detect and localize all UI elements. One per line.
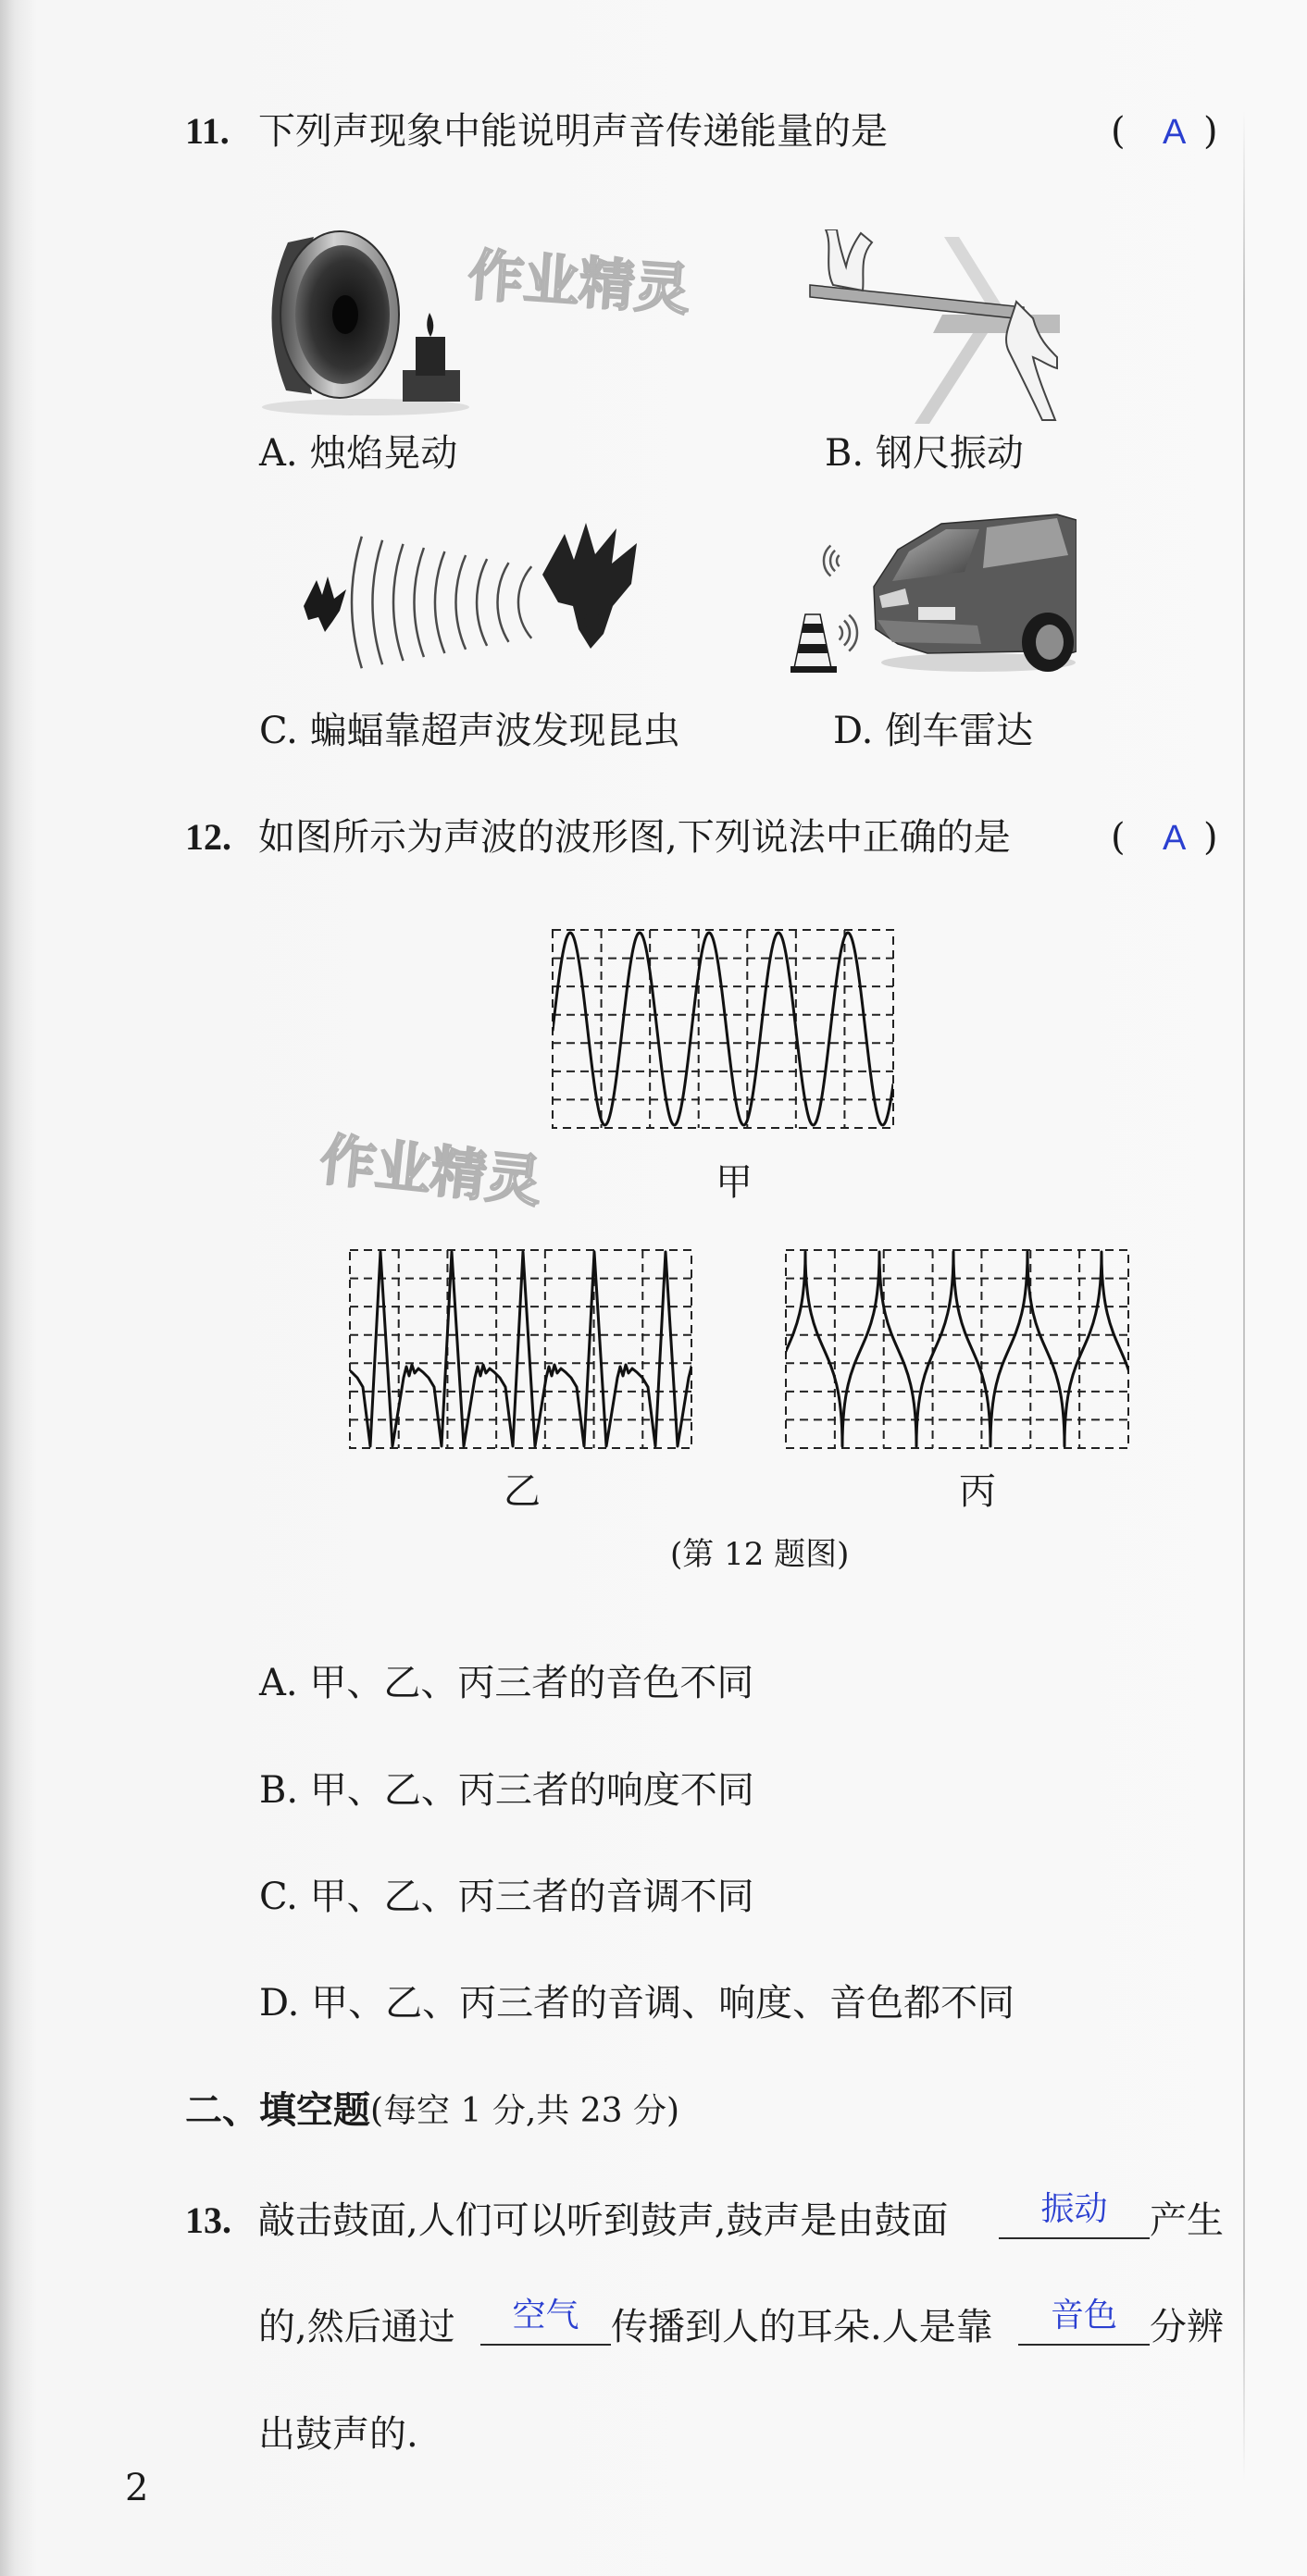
q13-number: 13. (185, 2199, 231, 2241)
ultrasound-wave-arc (497, 563, 508, 642)
q11-answer: A (1163, 113, 1187, 152)
traffic-cone-icon (794, 614, 831, 668)
bat-icon (542, 523, 637, 649)
ultrasound-wave-arc (477, 559, 487, 646)
waveform-yi (348, 1248, 693, 1450)
q11-stem: 下列声现象中能说明声音传递能量的是 (258, 110, 888, 153)
q13-text: 分辨 (1150, 2306, 1224, 2348)
oscilloscope-grid (786, 1250, 1128, 1448)
radar-wave-arc (830, 551, 835, 572)
q11-number: 11. (185, 110, 230, 152)
traffic-cone-stripe (798, 644, 828, 653)
radar-wave-group (824, 546, 857, 651)
car-wheel-rim (1036, 625, 1064, 660)
ultrasound-wave-arc (455, 555, 466, 650)
speaker-candle-image (255, 222, 486, 418)
q12-answer: A (1163, 819, 1187, 858)
car-license-plate (918, 607, 955, 620)
left-hand-pressing (826, 229, 872, 291)
q12-option-b: B. 甲、乙、丙三者的响度不同 (259, 1769, 754, 1812)
candle (416, 337, 445, 376)
q12-bracket-close: ) (1203, 816, 1218, 859)
fill-blank[interactable] (480, 2297, 611, 2346)
candle-flame-icon (427, 313, 433, 337)
ultrasound-wave-arc (518, 566, 531, 638)
table-leg (915, 320, 996, 424)
waveform-label-yi: 乙 (504, 1470, 541, 1513)
ultrasound-wave-arc (435, 551, 444, 653)
q13-text: 传播到人的耳朵.人是靠 (611, 2306, 993, 2348)
handwritten-answer: 空气 (512, 2297, 579, 2334)
section-title: 二、填空题 (185, 2088, 370, 2132)
insect-bat-small-icon (304, 576, 346, 632)
handwritten-answer: 音色 (1050, 2297, 1117, 2334)
speaker-dust-cap (332, 295, 358, 334)
waveform-line-jia (553, 933, 893, 1125)
q12-option-a: A. 甲、乙、丙三者的音色不同 (259, 1662, 754, 1704)
waveform-jia (551, 928, 895, 1130)
bat-ultrasound-image (296, 517, 641, 689)
waveform-line-yi (348, 1252, 693, 1446)
q12-option-c: C. 甲、乙、丙三者的音调不同 (259, 1876, 754, 1918)
q13-text: 出鼓声的. (258, 2413, 418, 2456)
section-note: (每空 1 分,共 23 分) (370, 2092, 680, 2130)
table-top (933, 315, 1060, 333)
q11-bracket-close: ) (1203, 110, 1218, 153)
radar-wave-arc (840, 626, 842, 640)
bat-head (584, 613, 601, 629)
q11-option-b: B. 钢尺振动 (825, 432, 1024, 475)
traffic-cone-base (790, 666, 837, 673)
waveform-label-jia: 甲 (716, 1161, 753, 1204)
q11-bracket-open: ( (1111, 110, 1126, 153)
ultrasound-wave-arc (352, 537, 362, 668)
reversing-radar-image (789, 513, 1077, 674)
ultrasound-wave-arc (372, 540, 382, 664)
q12-bracket-open: ( (1111, 816, 1126, 859)
traffic-cone-stripe (802, 624, 824, 633)
q13-text: 敲击鼓面,人们可以听到鼓声,鼓声是由鼓面 (258, 2199, 949, 2242)
figure-caption: (第 12 题图) (670, 1536, 850, 1573)
ultrasound-wave-arc (414, 548, 423, 657)
watermark: 作业精灵 (317, 1127, 545, 1216)
q11-option-d: D. 倒车雷达 (833, 710, 1034, 752)
q13-text: 的,然后通过 (258, 2306, 455, 2348)
radar-wave-arc (844, 621, 850, 646)
q12-stem: 如图所示为声波的波形图,下列说法中正确的是 (258, 816, 1011, 859)
ultrasound-wave-group (352, 537, 531, 668)
fill-blank[interactable] (999, 2190, 1150, 2239)
page-number: 2 (125, 2467, 149, 2509)
q11-option-c: C. 蝙蝠靠超声波发现昆虫 (259, 710, 680, 752)
radar-wave-arc (837, 555, 840, 566)
q11-option-a: A. 烛焰晃动 (259, 432, 458, 475)
ultrasound-wave-arc (393, 544, 403, 661)
grid-border (786, 1250, 1128, 1448)
waveform-bing (784, 1248, 1130, 1450)
page-edge-line (1243, 111, 1245, 2480)
q12-option-d: D. 甲、乙、丙三者的音调、响度、音色都不同 (259, 1982, 1015, 2025)
fill-blank[interactable] (1018, 2297, 1150, 2346)
waveform-line-bing (784, 1252, 1130, 1446)
q12-number: 12. (185, 816, 231, 858)
grid-border (553, 930, 893, 1128)
waveform-label-bing: 丙 (959, 1470, 996, 1513)
q13-text: 产生 (1150, 2199, 1224, 2242)
oscilloscope-grid (553, 930, 893, 1128)
handwritten-answer: 振动 (1040, 2190, 1108, 2228)
steel-ruler-image (805, 229, 1060, 427)
watermark: 作业精灵 (466, 242, 692, 324)
